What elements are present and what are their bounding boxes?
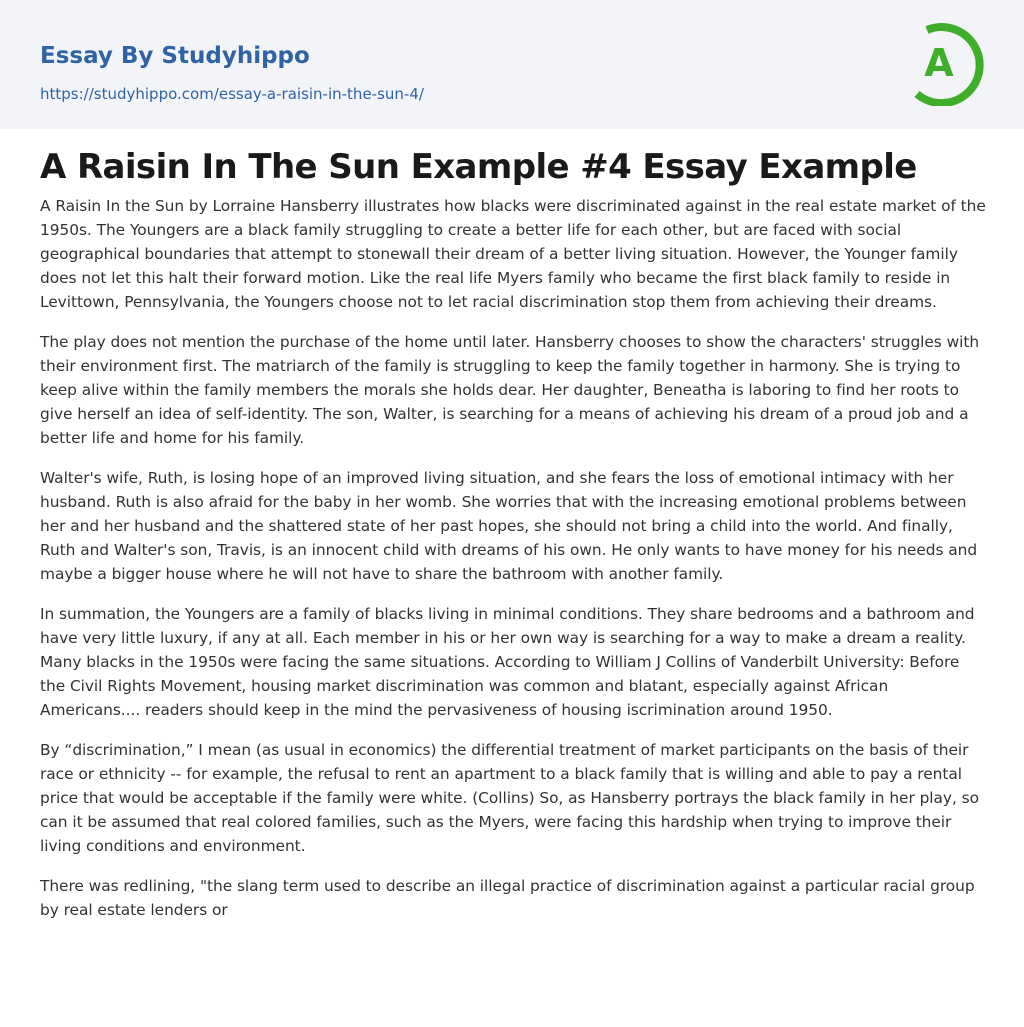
brand-title[interactable]: Essay By Studyhippo <box>40 43 310 69</box>
paragraph-6: There was redlining, "the slang term used to describe an illegal practice of discrimination against a particular racial group by real estate lenders or <box>40 877 975 919</box>
paragraph-4: In summation, the Youngers are a family of blacks living in minimal conditions. They share bedrooms and a bathroom and have very little luxury, if any at all. Each member in his or her own way is searching for a way to make a dream a reality. Many blacks in the 1950s were facing the same situations. According to William J Collins of Vanderbilt University: Before the Civil Rights Movement, housing market discrimination was common and blatant, especially against African Americans.... readers should keep in the mind the pervasiveness of housing iscrimination around 1950. <box>40 605 975 719</box>
paragraph-5: By “discrimination,” I mean (as usual in economics) the differential treatment of market participants on the basis of their race or ethnicity -- for example, the refusal to rent an apartment to a black family that is willing and able to pay a rental price that would be acceptable if the family were white. (Collins) So, as Hansberry portrays the black family in her play, so can it be assumed that real colored families, such as the Myers, were facing this hardship when trying to improve their living conditions and environment. <box>40 741 979 855</box>
article-body <box>40 144 988 938</box>
studyhippo-logo-icon[interactable] <box>909 18 989 106</box>
page-title: A Raisin In The Sun Example #4 Essay Example <box>40 147 917 187</box>
paragraph-1: A Raisin In the Sun by Lorraine Hansberry illustrates how blacks were discriminated against in the real estate market of the 1950s. The Youngers are a black family struggling to create a better life for each other, but are faced with social geographical boundaries that attempt to stonewall their dream of a better living situation. However, the Younger family does not let this halt their forward motion. Like the real life Myers family who became the first black family to reside in Levittown, Pennsylvania, the Youngers choose not to let racial discrimination stop them from achieving their dreams. <box>40 197 986 311</box>
logo-letter: A <box>924 41 954 85</box>
page-url-link[interactable]: https://studyhippo.com/essay-a-raisin-in-the-sun-4/ <box>40 85 424 103</box>
paragraph-2: The play does not mention the purchase of the home until later. Hansberry chooses to show the characters' struggles with their environment first. The matriarch of the family is struggling to keep the family together in harmony. She is trying to keep alive within the family members the morals she holds dear. Her daughter, Beneatha is laboring to find her roots to give herself an idea of self-identity. The son, Walter, is searching for a means of achieving his dream of a proud job and a better life and home for his family. <box>40 333 980 447</box>
site-header <box>0 0 1024 129</box>
paragraph-3: Walter's wife, Ruth, is losing hope of an improved living situation, and she fears the loss of emotional intimacy with her husband. Ruth is also afraid for the baby in her womb. She worries that with the increasing emotional problems between her and her husband and the shattered state of her past hopes, she should not bring a child into the world. And finally, Ruth and Walter's son, Travis, is an innocent child with dreams of his own. He only wants to have money for his needs and maybe a bigger house where he will not have to share the bathroom with another family. <box>40 469 978 583</box>
